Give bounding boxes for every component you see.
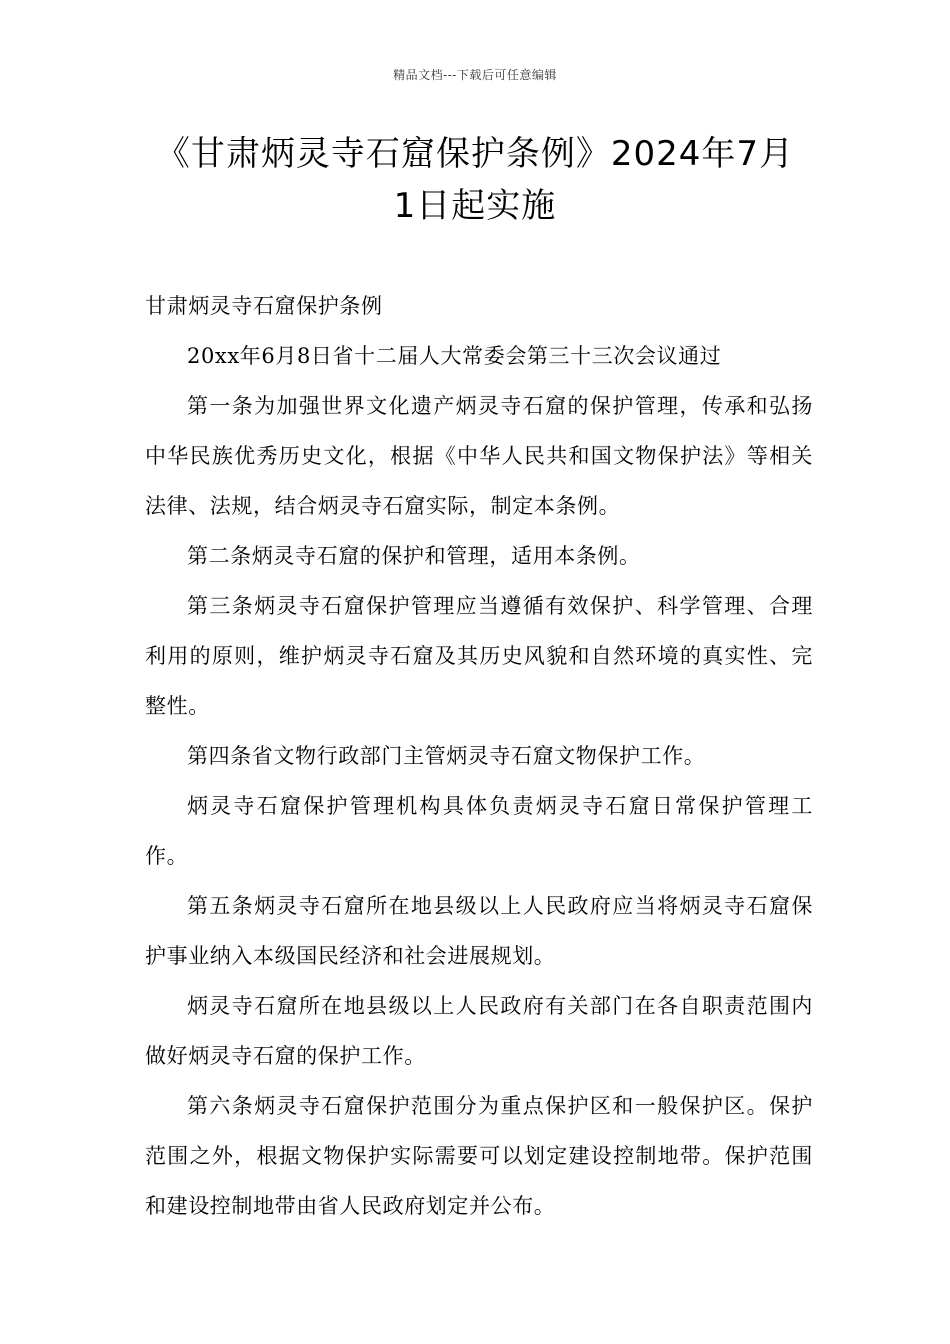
article-3: 第三条炳灵寺石窟保护管理应当遵循有效保护、科学管理、合理利用的原则，维护炳灵寺石窟及其历史风貌和自然环境的真实性、完整性。 <box>145 594 813 718</box>
document-title: 《甘肃炳灵寺石窟保护条例》2024年7月1日起实施 <box>155 134 795 226</box>
article-5: 第五条炳灵寺石窟所在地县级以上人民政府应当将炳灵寺石窟保护事业纳入本级国民经济和社会进展规划。 <box>145 894 813 968</box>
law-name: 甘肃炳灵寺石窟保护条例 <box>145 294 383 318</box>
article-4-clause-2: 炳灵寺石窟保护管理机构具体负责炳灵寺石窟日常保护管理工作。 <box>145 794 813 868</box>
article-2: 第二条炳灵寺石窟的保护和管理，适用本条例。 <box>187 544 641 568</box>
document-body <box>145 281 813 1231</box>
article-6: 第六条炳灵寺石窟保护范围分为重点保护区和一般保护区。保护范围之外，根据文物保护实际需要可以划定建设控制地带。保护范围和建设控制地带由省人民政府划定并公布。 <box>145 1094 813 1218</box>
article-4: 第四条省文物行政部门主管炳灵寺石窟文物保护工作。 <box>187 744 706 768</box>
page-header: 精品文档---下载后可任意编辑 <box>393 68 557 82</box>
article-1: 第一条为加强世界文化遗产炳灵寺石窟的保护管理，传承和弘扬中华民族优秀历史文化，根据《中华人民共和国文物保护法》等相关法律、法规，结合炳灵寺石窟实际，制定本条例。 <box>145 394 813 518</box>
adoption-note: 20xx年6月8日省十二届人大常委会第三十三次会议通过 <box>187 344 722 368</box>
article-5-clause-2: 炳灵寺石窟所在地县级以上人民政府有关部门在各自职责范围内做好炳灵寺石窟的保护工作。 <box>145 994 813 1068</box>
